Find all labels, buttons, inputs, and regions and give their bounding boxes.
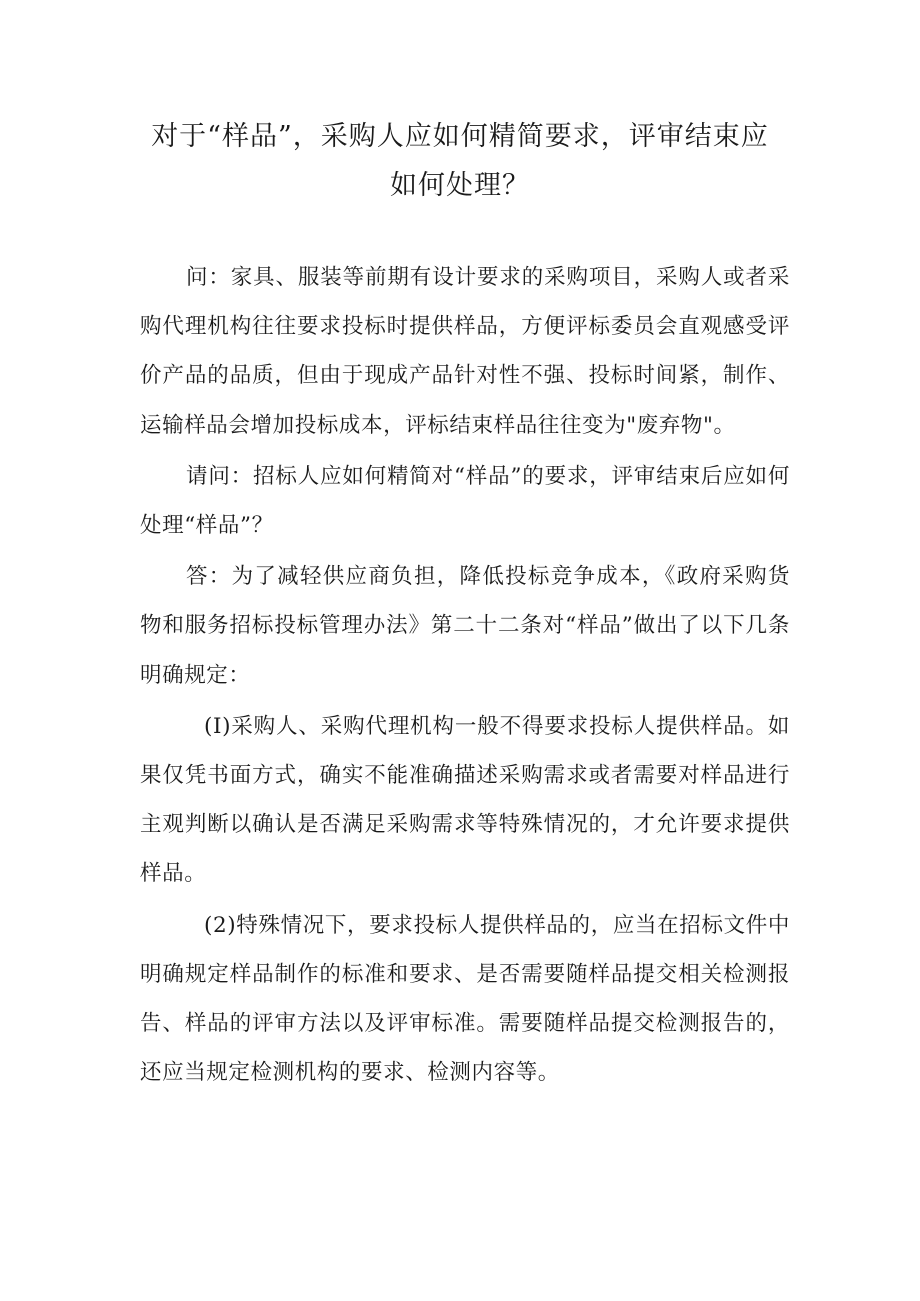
document-body	[140, 253, 790, 1099]
question-paragraph: 问：家具、服装等前期有设计要求的采购项目，采购人或者采购代理机构往往要求投标时提供样品，方便评标委员会直观感受评价产品的品质，但由于现成产品针对性不强、投标时间紧，制作、运输样品会增加投标成本，评标结束样品往往变为"废弃物"。	[140, 265, 790, 438]
title-line-1: 对于“样品”，采购人应如何精简要求，评审结束应	[151, 121, 769, 152]
rule-item-2: (2)特殊情况下，要求投标人提供样品的，应当在招标文件中明确规定样品制作的标准和要求、是否需要随样品提交相关检测报告、样品的评审方法以及评审标准。需要随样品提交检测报告的，还应当规定检测机构的要求、检测内容等。	[140, 912, 790, 1086]
answer-paragraph: 答：为了减轻供应商负担，降低投标竞争成本，《政府采购货物和服务招标投标管理办法》第二十二条对“样品”做出了以下几条明确规定：	[140, 564, 790, 688]
title-line-2: 如何处理？	[390, 170, 530, 201]
inquiry-paragraph: 请问：招标人应如何精简对“样品”的要求，评审结束后应如何处理“样品”？	[140, 463, 790, 539]
document-title	[120, 112, 800, 210]
rule-item-1: (I)采购人、采购代理机构一般不得要求投标人提供样品。如果仅凭书面方式，确实不能准确描述采购需求或者需要对样品进行主观判断以确认是否满足采购需求等特殊情况的，才允许要求提供样品。	[140, 713, 790, 887]
